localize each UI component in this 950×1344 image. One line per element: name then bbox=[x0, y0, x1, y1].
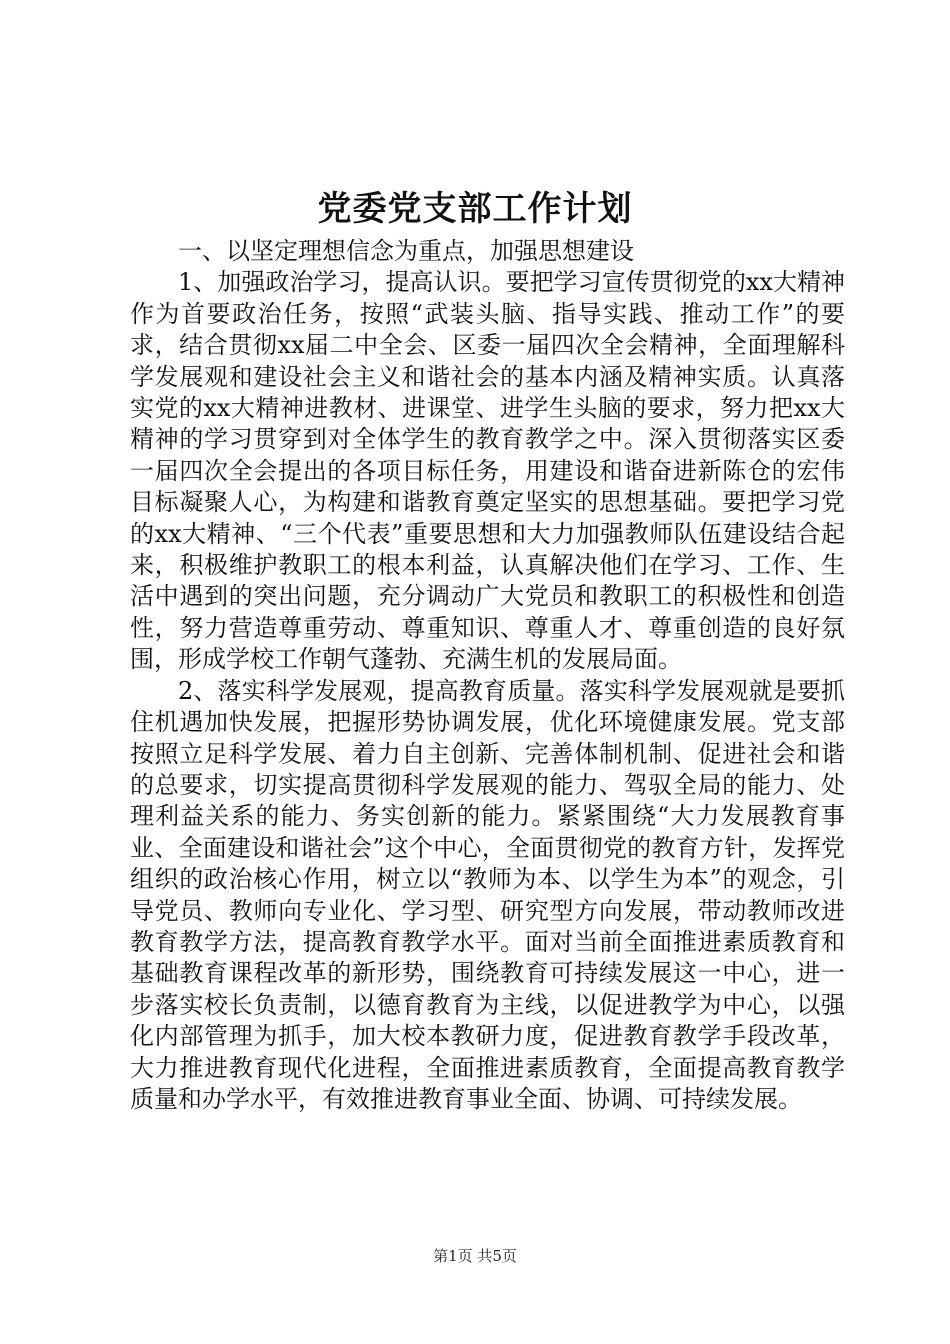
paragraph-scientific-development: 2、落实科学发展观，提高教育质量。落实科学发展观就是要抓住机遇加快发展，把握形势协调发展，优化环境健康发展。党支部按照立足科学发展、着力自主创新、完善体制机制、促进社会和谐的总要求，切实提高贯彻科学发展观的能力、驾驭全局的能力、处理利益关系的能力、务实创新的能力。紧紧围绕“大力发展教育事业、全面建设和谐社会”这个中心，全面贯彻党的教育方针，发挥党组织的政治核心作用，树立以“教师为本、以学生为本”的观念，引导党员、教师向专业化、学习型、研究型方向发展，带动教师改进教育教学方法，提高教育教学水平。面对当前全面推进素质教育和基础教育课程改革的新形势，围绕教育可持续发展这一中心，进一步落实校长负责制，以德育教育为主线，以促进教学为中心，以强化内部管理为抓手，加大校本教研力度，促进教育教学手段改革，大力推进教育现代化进程，全面推进素质教育，全面提高教育教学质量和办学水平，有效推进教育事业全面、协调、可持续发展。 bbox=[130, 676, 845, 1113]
page-footer: 第1页 共5页 bbox=[433, 1247, 517, 1265]
document-title: 党委党支部工作计划 bbox=[317, 189, 633, 229]
document-body bbox=[130, 236, 845, 1115]
section-heading: 一、以坚定理想信念为重点，加强思想建设 bbox=[178, 237, 634, 265]
paragraph-political-study: 1、加强政治学习，提高认识。要把学习宣传贯彻党的xx大精神作为首要政治任务，按照“武装头脑、指导实践、推动工作”的要求，结合贯彻xx届二中全会、区委一届四次全会精神，全面理解科学发展观和建设社会主义和谐社会的基本内涵及精神实质。认真落实党的xx大精神进教材、进课堂、进学生头脑的要求，努力把xx大精神的学习贯穿到对全体学生的教育教学之中。深入贯彻落实区委一届四次全会提出的各项目标任务，用建设和谐奋进新陈仓的宏伟目标凝聚人心，为构建和谐教育奠定坚实的思想基础。要把学习党的xx大精神、“三个代表”重要思想和大力加强教师队伍建设结合起来，积极维护教职工的根本利益，认真解决他们在学习、工作、生活中遇到的突出问题，充分调动广大党员和教职工的积极性和创造性，努力营造尊重劳动、尊重知识、尊重人才、尊重创造的良好氛围，形成学校工作朝气蓬勃、充满生机的发展局面。 bbox=[130, 268, 845, 674]
